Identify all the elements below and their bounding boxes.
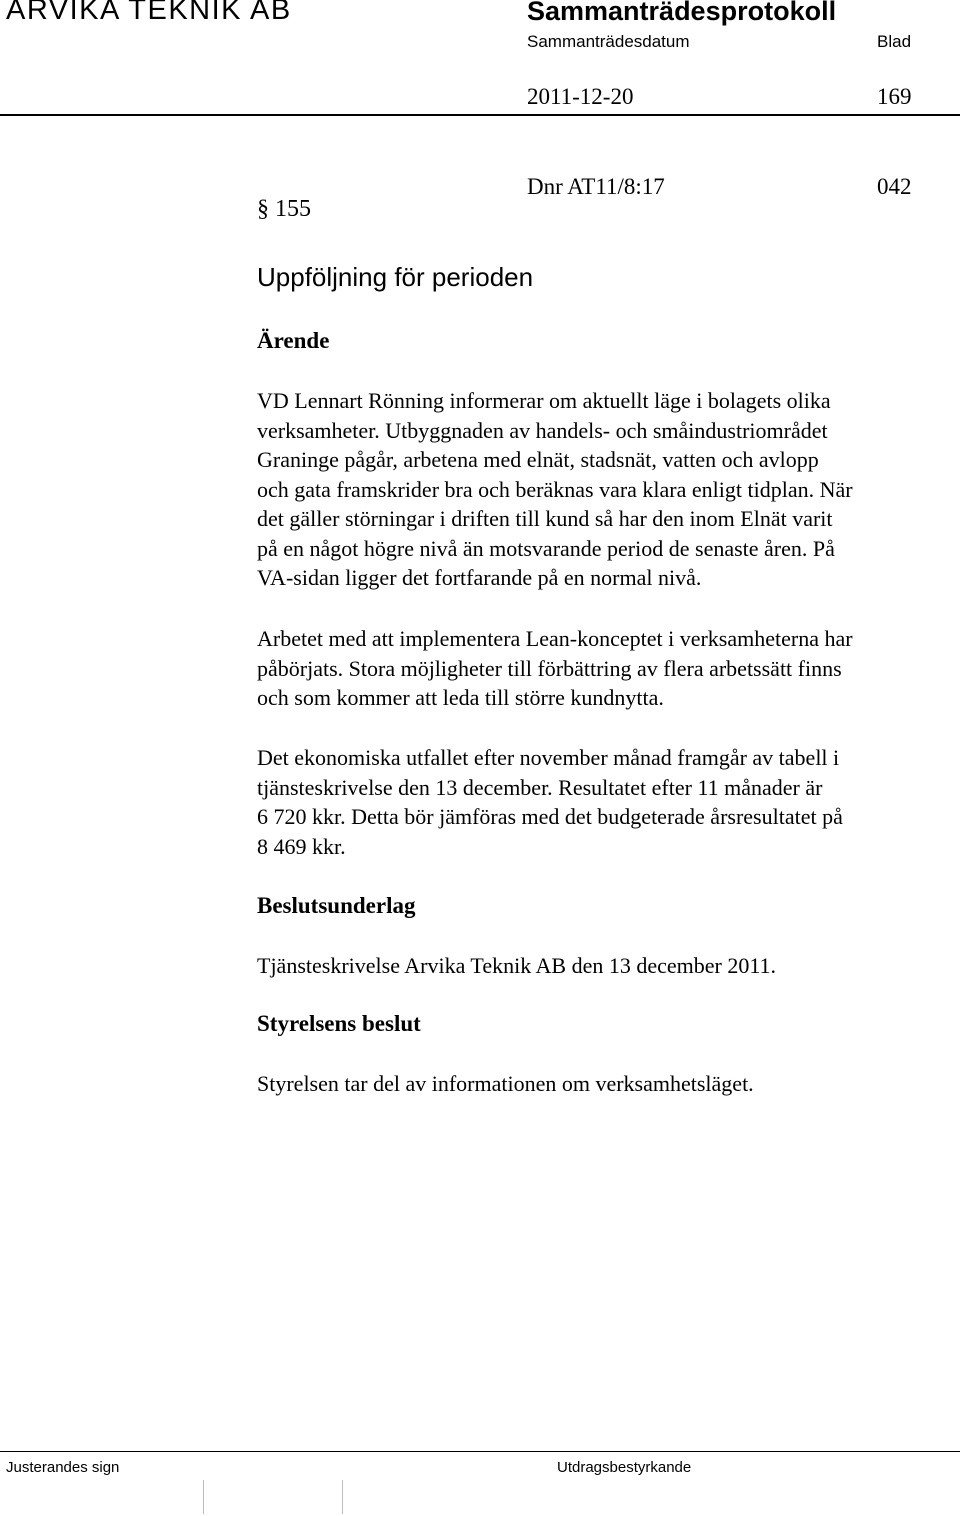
matter-paragraph-2 <box>257 624 947 713</box>
text-line: och gata framskrider bra och beräknas vara klara enligt tidplan. När <box>257 476 853 502</box>
adjusters-signature-label: Justerandes sign <box>6 1459 120 1476</box>
text-line: VD Lennart Rönning informerar om aktuellt läge i bolagets olika <box>257 388 831 413</box>
text-line: Arbetet med att implementera Lean-konceptet i verksamheterna har <box>257 626 853 651</box>
header-divider <box>0 114 960 116</box>
section-number: § 155 <box>257 196 311 222</box>
text-line: och som kommer att leda till större kundnytta. <box>257 685 664 710</box>
text-line: Det ekonomiska utfallet efter november månad framgår av tabell i <box>257 745 840 770</box>
matter-paragraph-1 <box>257 386 947 593</box>
organization-name: ARVIKA TEKNIK AB <box>6 0 292 26</box>
sheet-number: 169 <box>877 84 912 109</box>
registration-number: Dnr AT11/8:17 <box>527 174 665 199</box>
archive-code: 042 <box>877 174 912 199</box>
text-line: VA-sidan ligger det fortfarande på en normal nivå. <box>257 565 702 590</box>
basis-heading: Beslutsunderlag <box>257 893 416 918</box>
meeting-date: 2011-12-20 <box>527 84 634 109</box>
text-line: Styrelsen tar del av informationen om verksamhetsläget. <box>257 1071 754 1096</box>
decision-heading: Styrelsens beslut <box>257 1011 421 1036</box>
extract-certification-label: Utdragsbestyrkande <box>557 1459 692 1476</box>
text-line: Tjänsteskrivelse Arvika Teknik AB den 13 december 2011. <box>257 953 777 978</box>
matter-heading: Ärende <box>257 328 330 353</box>
text-line: 8 469 kkr. <box>257 833 346 859</box>
signature-box-divider <box>342 1480 343 1514</box>
footer-divider <box>0 1451 960 1452</box>
text-line: påbörjats. Stora möjligheter till förbättring av flera arbetssätt finns <box>257 655 842 681</box>
matter-paragraph-3 <box>257 743 947 861</box>
text-line: Graninge pågår, arbetena med elnät, stadsnät, vatten och avlopp <box>257 447 819 472</box>
case-title: Uppföljning för perioden <box>257 262 534 292</box>
meeting-date-label: Sammanträdesdatum <box>527 32 690 51</box>
text-line: tjänsteskrivelse den 13 december. Resultatet efter 11 månader är <box>257 774 823 800</box>
document-title: Sammanträdesprotokoll <box>527 0 837 26</box>
text-line: verksamheter. Utbyggnaden av handels- och småindustriområdet <box>257 417 828 443</box>
text-line: 6 720 kkr. Detta bör jämföras med det budgeterade årsresultatet på <box>257 804 843 829</box>
signature-box-divider <box>203 1480 204 1514</box>
decision-text <box>257 1069 947 1099</box>
basis-text <box>257 951 947 981</box>
text-line: på en något högre nivå än motsvarande period de senaste åren. På <box>257 535 835 561</box>
sheet-label: Blad <box>877 32 912 51</box>
text-line: det gäller störningar i driften till kund så har den inom Elnät varit <box>257 506 833 531</box>
